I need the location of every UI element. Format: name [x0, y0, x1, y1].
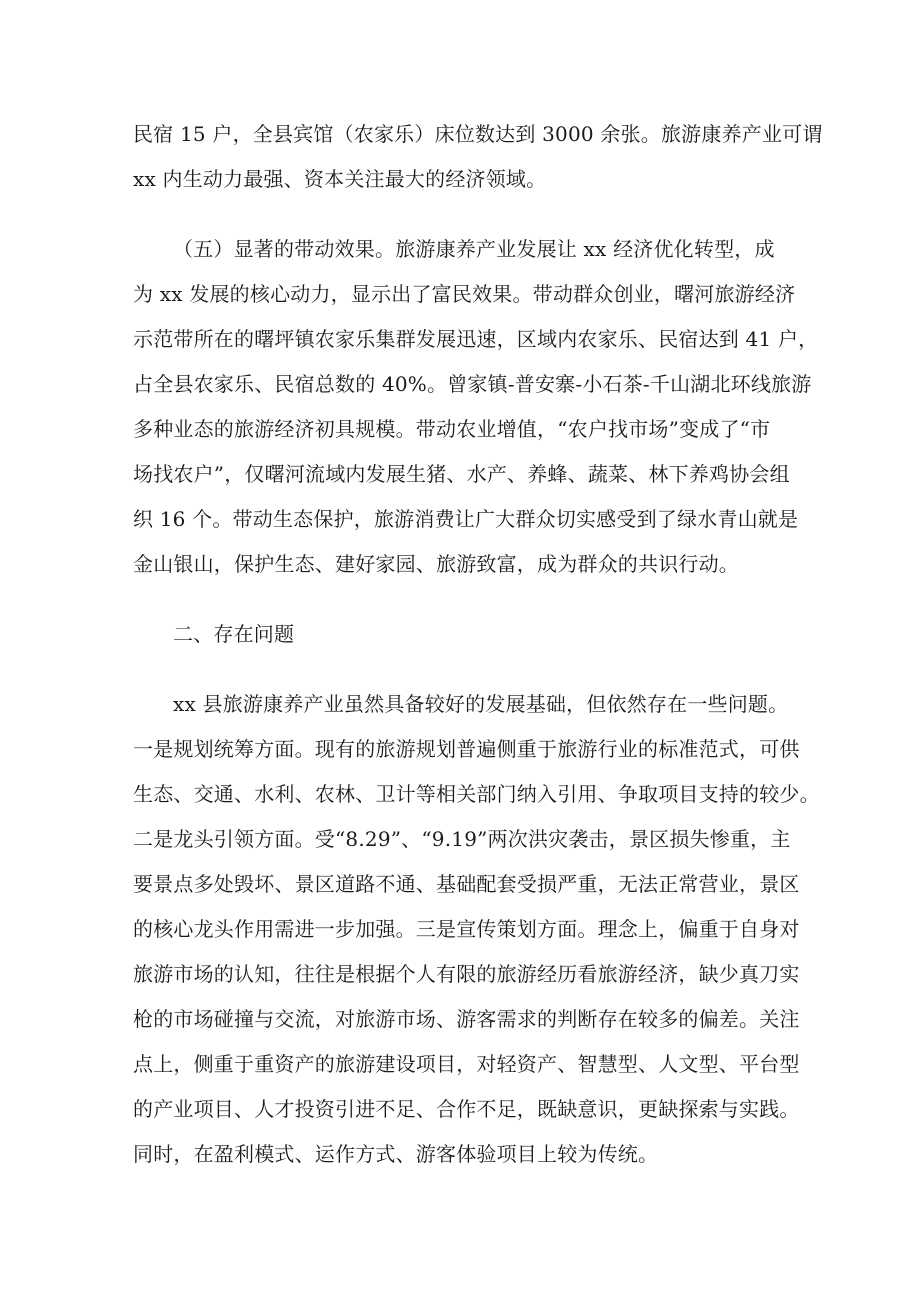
text-line: 点上，侧重于重资产的旅游建设项目，对轻资产、智慧型、人文型、平台型 — [133, 1052, 800, 1076]
text-line: 枪的市场碰撞与交流，对旅游市场、游客需求的判断存在较多的偏差。关注 — [133, 1007, 800, 1031]
text-line: （五）显著的带动效果。旅游康养产业发展让 xx 经济优化转型，成 — [173, 237, 775, 261]
text-line: 织 16 个。带动生态保护，旅游消费让广大群众切实感受到了绿水青山就是 — [133, 507, 799, 531]
text-line: 二是龙头引领方面。受“8.29”、“9.19”两次洪灾袭击，景区损失惨重，主 — [133, 827, 791, 851]
text-line: 生态、交通、水利、农林、卫计等相关部门纳入引用、争取项目支持的较少。 — [133, 782, 820, 806]
text-line: xx 内生动力最强、资本关注最大的经济领域。 — [133, 167, 547, 191]
text-line: 要景点多处毁坏、景区道路不通、基础配套受损严重，无法正常营业，景区 — [133, 872, 800, 896]
text-line: 为 xx 发展的核心动力，显示出了富民效果。带动群众创业，曙河旅游经济 — [133, 282, 796, 306]
text-line: 一是规划统筹方面。现有的旅游规划普遍侧重于旅游行业的标准范式，可供 — [133, 737, 800, 761]
text-line: 占全县农家乐、民宿总数的 40%。曾家镇-普安寨-小石茶-千山湖北环线旅游 — [133, 372, 812, 396]
text-line: 的产业项目、人才投资引进不足、合作不足，既缺意识，更缺探索与实践。 — [133, 1097, 800, 1121]
text-line: 金山银山，保护生态、建好家园、旅游致富，成为群众的共识行动。 — [133, 552, 739, 576]
text-line: 同时，在盈利模式、运作方式、游客体验项目上较为传统。 — [133, 1142, 659, 1166]
paragraph-continued — [133, 112, 823, 202]
text-line: 示范带所在的曙坪镇农家乐集群发展迅速，区域内农家乐、民宿达到 41 户， — [133, 327, 819, 351]
text-line: 民宿 15 户，全县宾馆（农家乐）床位数达到 3000 余张。旅游康养产业可谓 — [133, 122, 823, 146]
text-line: 旅游市场的认知，往往是根据个人有限的旅游经历看旅游经济，缺少真刀实 — [133, 962, 800, 986]
paragraph-problems — [133, 682, 820, 1177]
paragraph-driving-effect — [133, 227, 819, 587]
text-line: xx 县旅游康养产业虽然具备较好的发展基础，但依然存在一些问题。 — [173, 692, 789, 716]
text-line: 场找农户”，仅曙河流域内发展生猪、水产、养蜂、蔬菜、林下养鸡协会组 — [133, 462, 790, 486]
section-heading: 二、存在问题 — [173, 622, 295, 646]
document-page — [133, 112, 823, 1177]
text-line: 的核心龙头作用需进一步加强。三是宣传策划方面。理念上，偏重于自身对 — [133, 917, 800, 941]
text-line: 多种业态的旅游经济初具规模。带动农业增值，“农户找市场”变成了“市 — [133, 417, 771, 441]
